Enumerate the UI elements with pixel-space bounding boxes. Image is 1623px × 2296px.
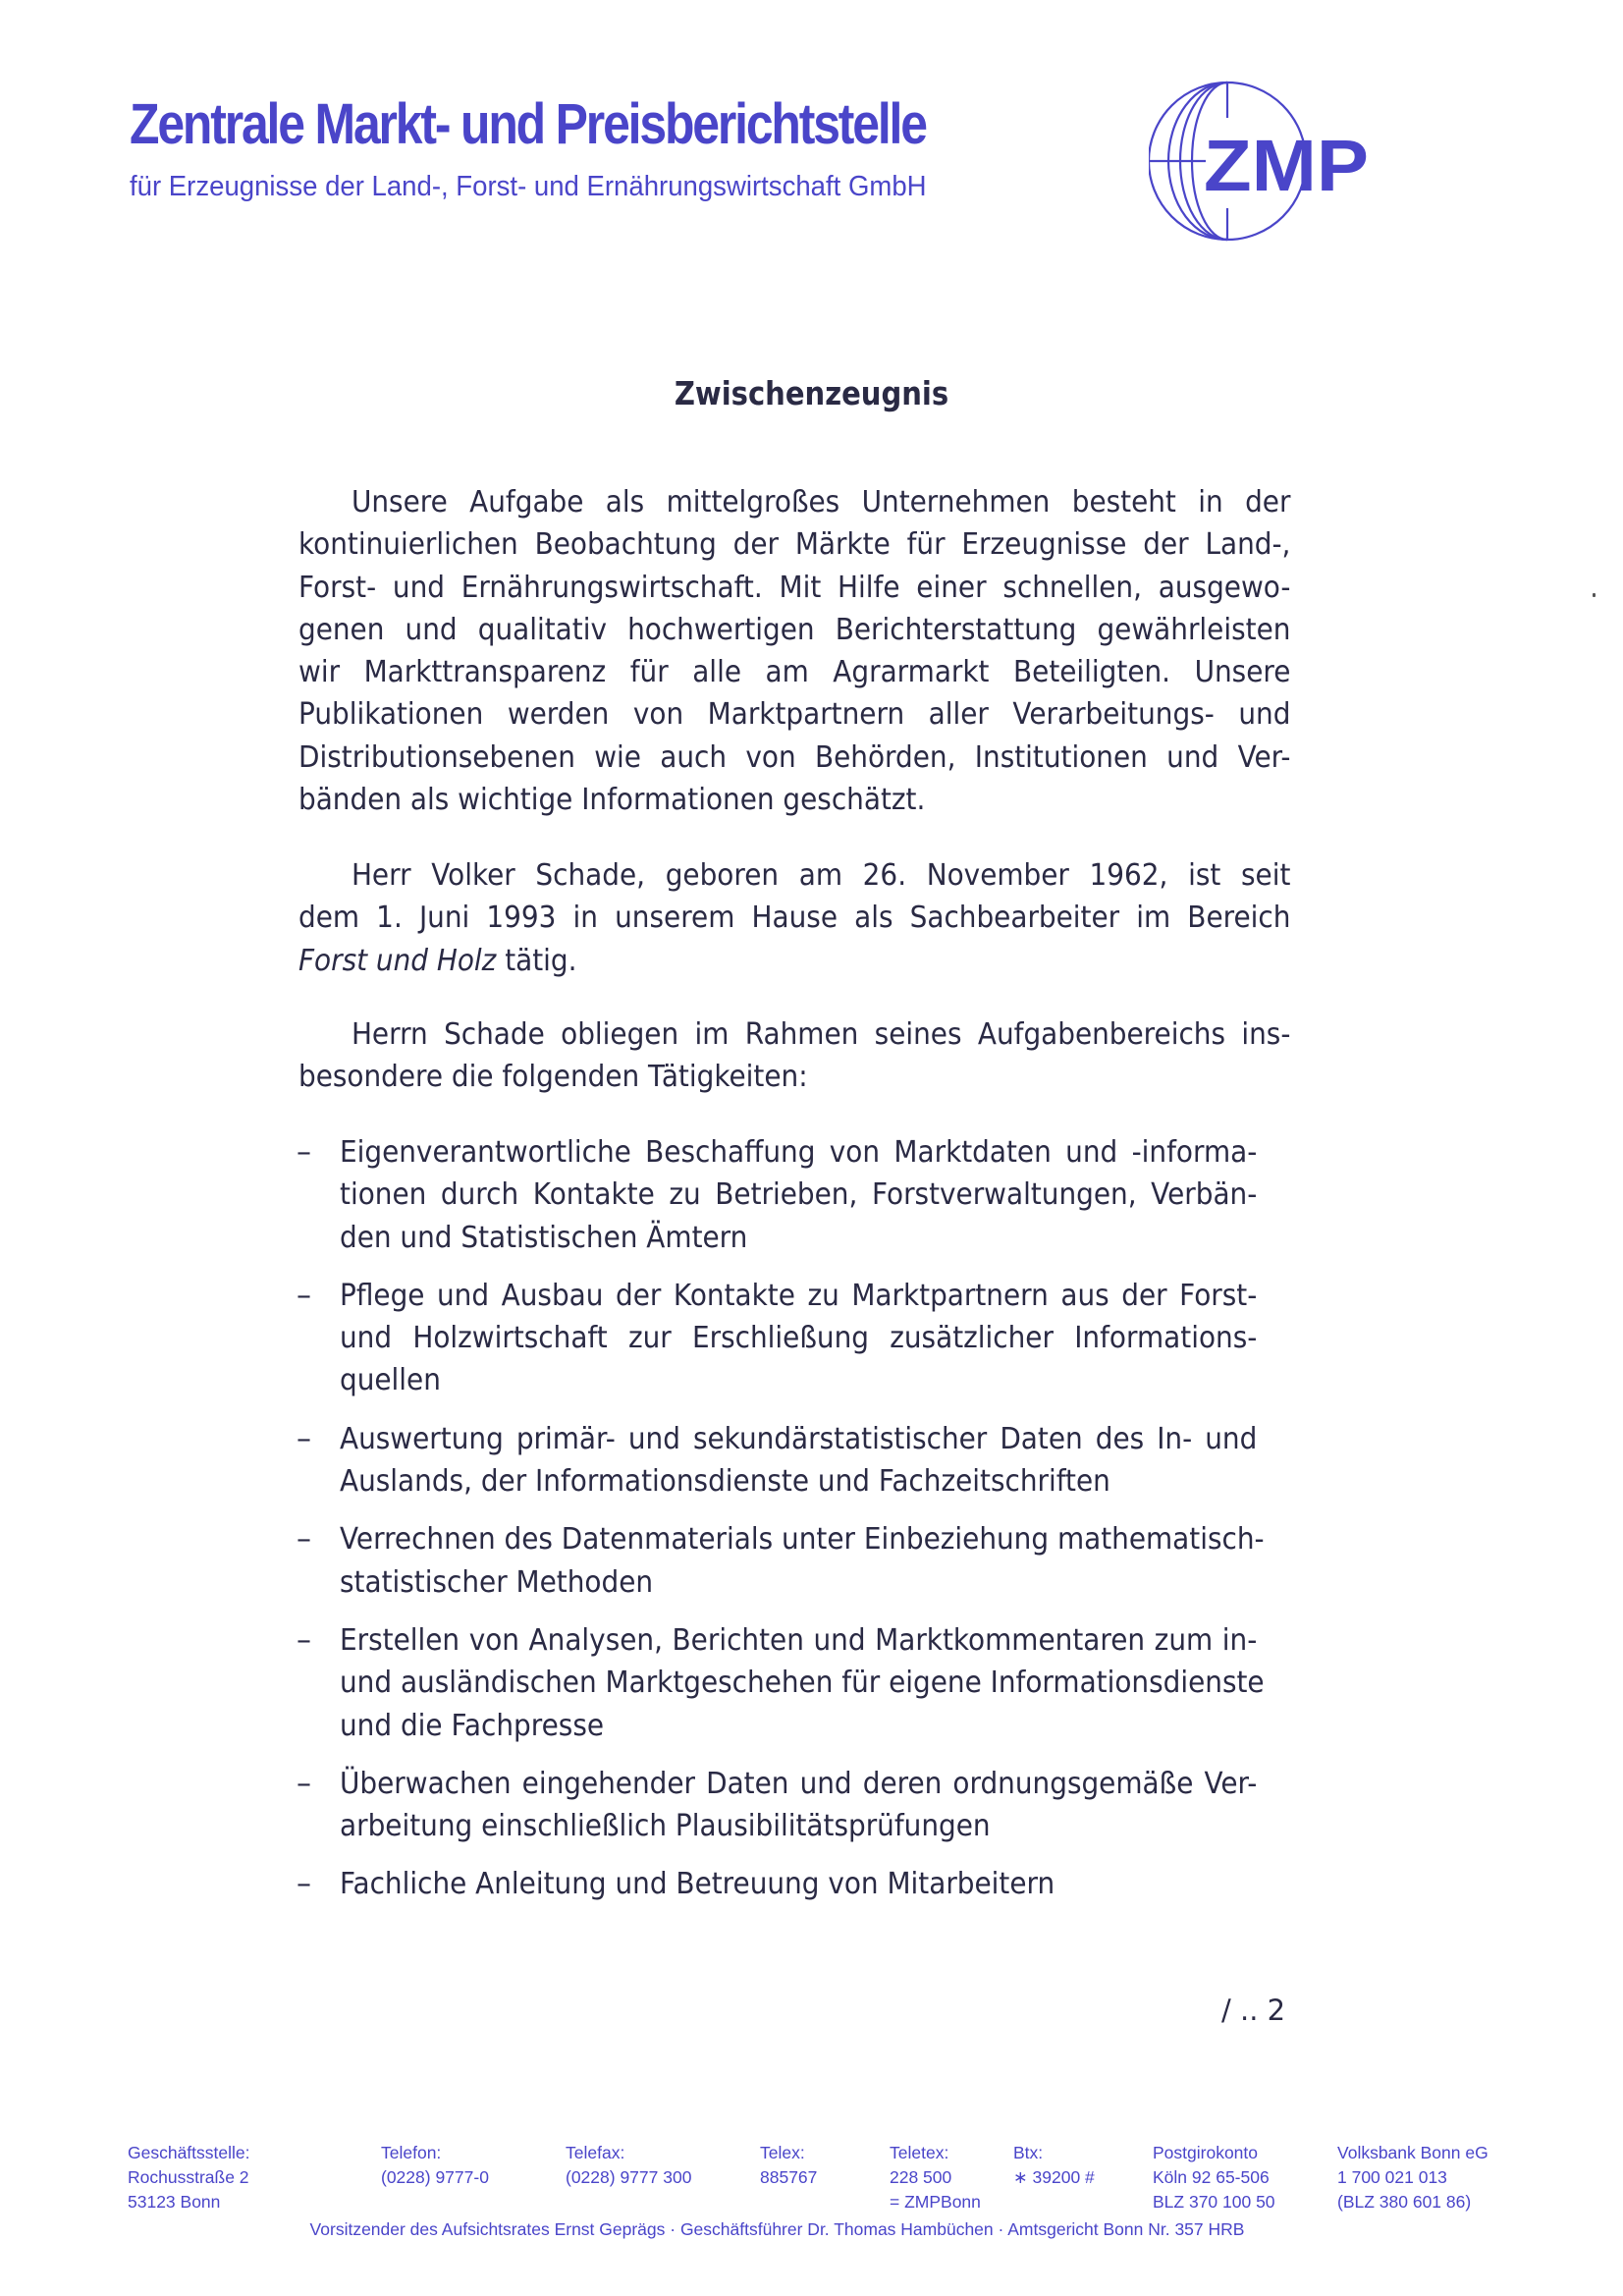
- paragraph-line: Distributionsebenen wie auch von Behörden, Institutionen und Ver-: [298, 739, 1291, 775]
- list-item-line: Auslands, der Informationsdienste und Fachzeitschriften: [340, 1464, 1110, 1500]
- list-item-line: Verrechnen des Datenmaterials unter Einbeziehung mathematisch-: [340, 1522, 1265, 1558]
- footer-bank-account: 1 700 021 013: [1337, 2167, 1447, 2187]
- bullet-dash: –: [297, 1135, 311, 1170]
- paragraph-line: kontinuierlichen Beobachtung der Märkte für Erzeugnisse der Land-,: [298, 527, 1291, 563]
- document-title: Zwischenzeugnis: [674, 374, 949, 412]
- department-name: Forst und Holz: [298, 943, 497, 978]
- paragraph-line: [298, 940, 1290, 982]
- list-item-line: und Holzwirtschaft zur Erschließung zusätzlicher Informations-: [340, 1321, 1258, 1356]
- footer-telex: [760, 2141, 817, 2190]
- list-item-line: Erstellen von Analysen, Berichten und Marktkommentaren zum in-: [340, 1622, 1258, 1658]
- bullet-dash: –: [297, 1278, 311, 1313]
- list-item-line: tionen durch Kontakte zu Betrieben, Forstverwaltungen, Verbän-: [340, 1177, 1258, 1213]
- paragraph-line: genen und qualitativ hochwertigen Berichterstattung gewährleisten: [298, 612, 1291, 647]
- bullet-dash: –: [297, 1867, 311, 1902]
- footer-phone-number: (0228) 9777-0: [381, 2167, 489, 2187]
- list-item-line: Eigenverantwortliche Beschaffung von Marktdaten und -informa-: [340, 1135, 1258, 1170]
- page-continuation: / .. 2: [1221, 1994, 1286, 2027]
- list-item-line: Pflege und Ausbau der Kontakte zu Marktpartnern aus der Forst-: [340, 1278, 1258, 1313]
- footer-fax: [566, 2141, 691, 2190]
- paragraph-line: Forst- und Ernährungswirtschaft. Mit Hilfe einer schnellen, ausgewo-: [298, 570, 1291, 605]
- footer-postgiro-label: Postgirokonto: [1153, 2143, 1259, 2162]
- footer-bank-blz: (BLZ 380 601 86): [1337, 2192, 1472, 2212]
- footer-teletex-code: = ZMPBonn: [890, 2192, 981, 2212]
- footer-btx: [1013, 2141, 1095, 2190]
- list-item-line: Überwachen eingehender Daten und deren ordnungsgemäße Ver-: [340, 1766, 1258, 1801]
- paragraph-line: Unsere Aufgabe als mittelgroßes Unternehmen besteht in der: [351, 485, 1291, 519]
- paragraph-text: tätig.: [496, 943, 577, 978]
- list-item-line: Fachliche Anleitung und Betreuung von Mitarbeitern: [340, 1867, 1055, 1902]
- task-list: [297, 1131, 1288, 1922]
- footer-teletex: [890, 2141, 981, 2214]
- paragraph-line: besondere die folgenden Tätigkeiten:: [298, 1060, 808, 1095]
- list-item: [297, 1418, 1288, 1503]
- list-item-line: statistischer Methoden: [340, 1564, 654, 1600]
- list-item: [297, 1275, 1288, 1402]
- paragraph-line: dem 1. Juni 1993 in unserem Hause als Sachbearbeiter im Bereich: [298, 901, 1291, 936]
- duties-intro-paragraph: [298, 1013, 1291, 1099]
- footer-postgiro-account: Köln 92 65-506: [1153, 2167, 1270, 2187]
- footer-phone-label: Telefon:: [381, 2143, 442, 2162]
- list-item-line: den und Statistischen Ämtern: [340, 1220, 748, 1255]
- paragraph-line: bänden als wichtige Informationen geschätzt.: [298, 783, 926, 818]
- footer-btx-label: Btx:: [1013, 2143, 1044, 2162]
- logo-text: ZMP: [1204, 125, 1369, 206]
- list-item: [297, 1131, 1288, 1259]
- company-subtitle: für Erzeugnisse der Land-, Forst- und Ernährungswirtschaft GmbH: [130, 171, 927, 202]
- bullet-dash: –: [297, 1766, 311, 1801]
- footer-fax-label: Telefax:: [566, 2143, 625, 2162]
- bullet-dash: –: [297, 1522, 311, 1558]
- list-item-line: und ausländischen Marktgeschehen für eigene Informationsdienste: [340, 1666, 1265, 1701]
- paragraph-line: wir Markttransparenz für alle am Agrarmarkt Beteiligten. Unsere: [298, 655, 1291, 690]
- footer-telex-number: 885767: [760, 2167, 818, 2187]
- footer-fax-number: (0228) 9777 300: [566, 2167, 692, 2187]
- paragraph-line: Publikationen werden von Marktpartnern aller Verarbeitungs- und: [298, 697, 1291, 733]
- list-item-line: und die Fachpresse: [340, 1708, 605, 1743]
- footer-postgiro: [1153, 2141, 1275, 2214]
- footer-office-city: 53123 Bonn: [128, 2192, 221, 2212]
- footer-telex-label: Telex:: [760, 2143, 805, 2162]
- intro-paragraph: [298, 481, 1291, 821]
- footer-teletex-label: Teletex:: [890, 2143, 949, 2162]
- bullet-dash: –: [297, 1421, 311, 1456]
- bullet-dash: –: [297, 1622, 311, 1658]
- footer-teletex-number: 228 500: [890, 2167, 952, 2187]
- list-item-line: quellen: [340, 1363, 441, 1398]
- list-item-line: arbeitung einschließlich Plausibilitätsprüfungen: [340, 1809, 991, 1844]
- list-item-line: Auswertung primär- und sekundärstatistischer Daten des In- und: [340, 1421, 1258, 1456]
- footer-btx-number: ∗ 39200 #: [1013, 2167, 1095, 2187]
- footer-office-street: Rochusstraße 2: [128, 2167, 249, 2187]
- list-item: [297, 1619, 1288, 1747]
- list-item: [297, 1763, 1288, 1848]
- footer-office: [128, 2141, 250, 2214]
- footer-legal-text: Vorsitzender des Aufsichtsrates Ernst Geprägs · Geschäftsführer Dr. Thomas Hambüchen · Amtsgericht Bonn Nr. 357 HRB: [309, 2219, 1245, 2239]
- list-item: [297, 1863, 1288, 1905]
- company-name: Zentrale Markt- und Preisberichtstelle: [130, 92, 926, 156]
- footer-legal-line: [0, 2219, 1623, 2240]
- paragraph-line: Herr Volker Schade, geboren am 26. November 1962, ist seit: [351, 858, 1291, 893]
- scan-speck: [1593, 593, 1596, 597]
- zmp-logo-icon: [1149, 71, 1375, 252]
- paragraph-line: Herrn Schade obliegen im Rahmen seines Aufgabenbereichs ins-: [351, 1017, 1291, 1052]
- list-item: [297, 1518, 1288, 1604]
- footer-bank-name: Volksbank Bonn eG: [1337, 2143, 1488, 2162]
- footer-bank: [1337, 2141, 1488, 2214]
- footer-office-label: Geschäftsstelle:: [128, 2143, 250, 2162]
- footer-phone: [381, 2141, 489, 2190]
- employee-paragraph: [298, 854, 1291, 982]
- footer-postgiro-blz: BLZ 370 100 50: [1153, 2192, 1275, 2212]
